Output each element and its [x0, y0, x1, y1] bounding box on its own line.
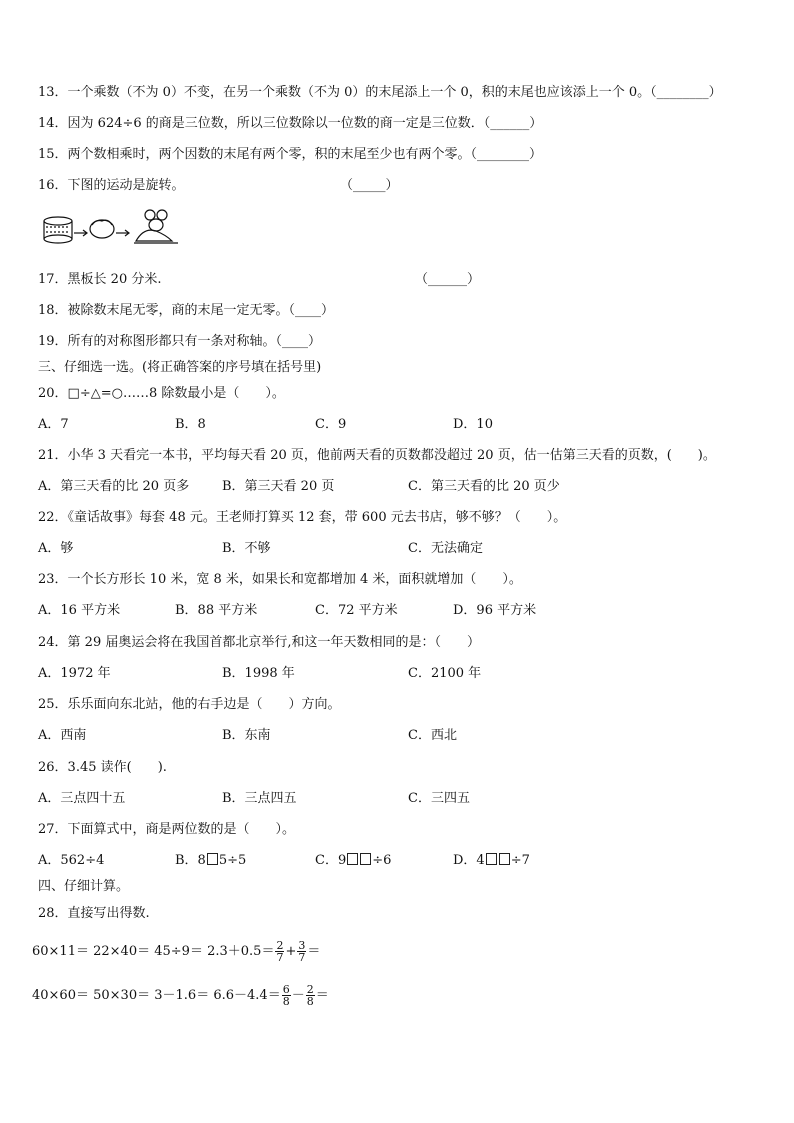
question-14: 14．因为 624÷6 的商是三位数，所以三位数除以一位数的商一定是三位数．（______） [38, 116, 543, 131]
q22-option-b: B．不够 [222, 541, 271, 556]
q25-option-c: C．西北 [408, 728, 457, 743]
question-20: 20．□÷△=○……8 除数最小是（ ）。 [38, 386, 285, 401]
calc-2a: 40×60＝ [32, 988, 89, 1003]
q22-option-c: C．无法确定 [408, 541, 483, 556]
question-26: 26．3.45 读作( ). [38, 760, 167, 775]
q27-c-suffix: ÷6 [372, 853, 392, 868]
question-24: 24．第 29 届奥运会将在我国首都北京举行,和这一年天数相同的是：（ ） [38, 635, 480, 650]
calc-1d: 2.3＋0.5＝ [207, 944, 275, 959]
q22-option-a: A．够 [38, 541, 74, 556]
q24-option-a: A．1972 年 [38, 666, 111, 681]
question-16: 16．下图的运动是旋转。 [38, 178, 185, 193]
question-25: 25．乐乐面向东北站，他的右手边是（ ）方向。 [38, 697, 341, 712]
calc-1a: 60×11＝ [32, 944, 89, 959]
calc-2b: 50×30＝ [93, 988, 151, 1003]
blank-box-icon [360, 853, 371, 865]
question-18: 18．被除数末尾无零，商的末尾一定无零。（____） [38, 303, 335, 318]
calc-row-1: 60×11＝ 22×40＝ 45÷9＝ 2.3＋0.5＝ $\frac{2}{7}$ + $\frac{3}{7}$ ＝ [32, 939, 321, 964]
q25-option-a: A．西南 [38, 728, 87, 743]
q23-option-c: C．72 平方米 [315, 603, 398, 618]
q23-option-d: D．96 平方米 [453, 603, 537, 618]
q26-option-c: C．三四五 [408, 791, 470, 806]
calc-1c: 45÷9＝ [154, 944, 203, 959]
rotation-figure [40, 207, 180, 247]
section-4-heading: 四、仔细计算。 [38, 879, 130, 894]
question-21: 21．小华 3 天看完一本书，平均每天看 20 页，他前两天看的页数都没超过 20 页，估一估第三天看的页数，( )。 [38, 448, 716, 463]
q24-option-b: B．1998 年 [222, 666, 295, 681]
question-22: 22．《童话故事》每套 48 元。王老师打算买 12 套，带 600 元去书店，够不够？（ ）。 [38, 510, 567, 525]
q24-option-c: C．2100 年 [408, 666, 482, 681]
question-28: 28．直接写出得数. [38, 906, 150, 921]
q27-option-d [453, 852, 530, 870]
question-19: 19．所有的对称图形都只有一条对称轴。（____） [38, 334, 322, 349]
q27-b-suffix: 5÷5 [218, 853, 247, 868]
q21-option-a: A．第三天看的比 20 页多 [38, 479, 190, 494]
question-16-blank: （_____） [340, 178, 399, 193]
q20-option-a: A．7 [38, 417, 69, 432]
question-23: 23．一个长方形长 10 米，宽 8 米，如果长和宽都增加 4 米，面积就增加（ ）。 [38, 572, 522, 587]
question-17: 17．黑板长 20 分米. [38, 272, 162, 287]
calc-2c: 3－1.6＝ [154, 988, 210, 1003]
q20-option-c: C．9 [315, 417, 347, 432]
q21-option-c: C．第三天看的比 20 页少 [408, 479, 560, 494]
q20-option-d: D．10 [453, 417, 493, 432]
fraction: $\frac{2}{8}$ [306, 983, 314, 1008]
q23-option-a: A．16 平方米 [38, 603, 121, 618]
calc-1b: 22×40＝ [93, 944, 151, 959]
q27-option-a: A．562÷4 [38, 853, 105, 868]
calc-row-2: 40×60＝ 50×30＝ 3－1.6＝ 6.6－4.4＝ $\frac{6}{8}$ － $\frac{2}{8}$ ＝ [32, 983, 329, 1008]
blank-box-icon [347, 853, 358, 865]
q25-option-b: B．东南 [222, 728, 271, 743]
fraction: $\frac{2}{7}$ [276, 939, 284, 964]
blank-box-icon [499, 853, 510, 865]
question-17-blank: （______） [415, 272, 481, 287]
q27-option-b [175, 852, 246, 870]
q20-option-b: B．8 [175, 417, 206, 432]
q26-option-a: A．三点四十五 [38, 791, 126, 806]
q21-option-b: B．第三天看 20 页 [222, 479, 335, 494]
q27-d-prefix: D．4 [453, 853, 485, 868]
question-15: 15．两个数相乘时，两个因数的末尾有两个零，积的末尾至少也有两个零。（________） [38, 147, 543, 162]
q23-option-b: B．88 平方米 [175, 603, 258, 618]
question-27: 27．下面算式中，商是两位数的是（ ）。 [38, 822, 296, 837]
fraction: $\frac{6}{8}$ [282, 983, 290, 1008]
q27-c-prefix: C．9 [315, 853, 347, 868]
section-3-heading: 三、仔细选一选。(将正确答案的序号填在括号里) [38, 360, 322, 375]
calc-2d: 6.6－4.4＝ [213, 988, 281, 1003]
blank-box-icon [486, 853, 497, 865]
question-13: 13．一个乘数（不为 0）不变，在另一个乘数（不为 0）的末尾添上一个 0，积的末尾也应该添上一个 0。（________） [38, 85, 722, 100]
blank-box-icon [207, 853, 218, 865]
q27-d-suffix: ÷7 [510, 853, 530, 868]
q27-b-prefix: B．8 [175, 853, 206, 868]
q27-option-c [315, 852, 391, 870]
q26-option-b: B．三点四五 [222, 791, 297, 806]
fraction: $\frac{3}{7}$ [298, 939, 306, 964]
